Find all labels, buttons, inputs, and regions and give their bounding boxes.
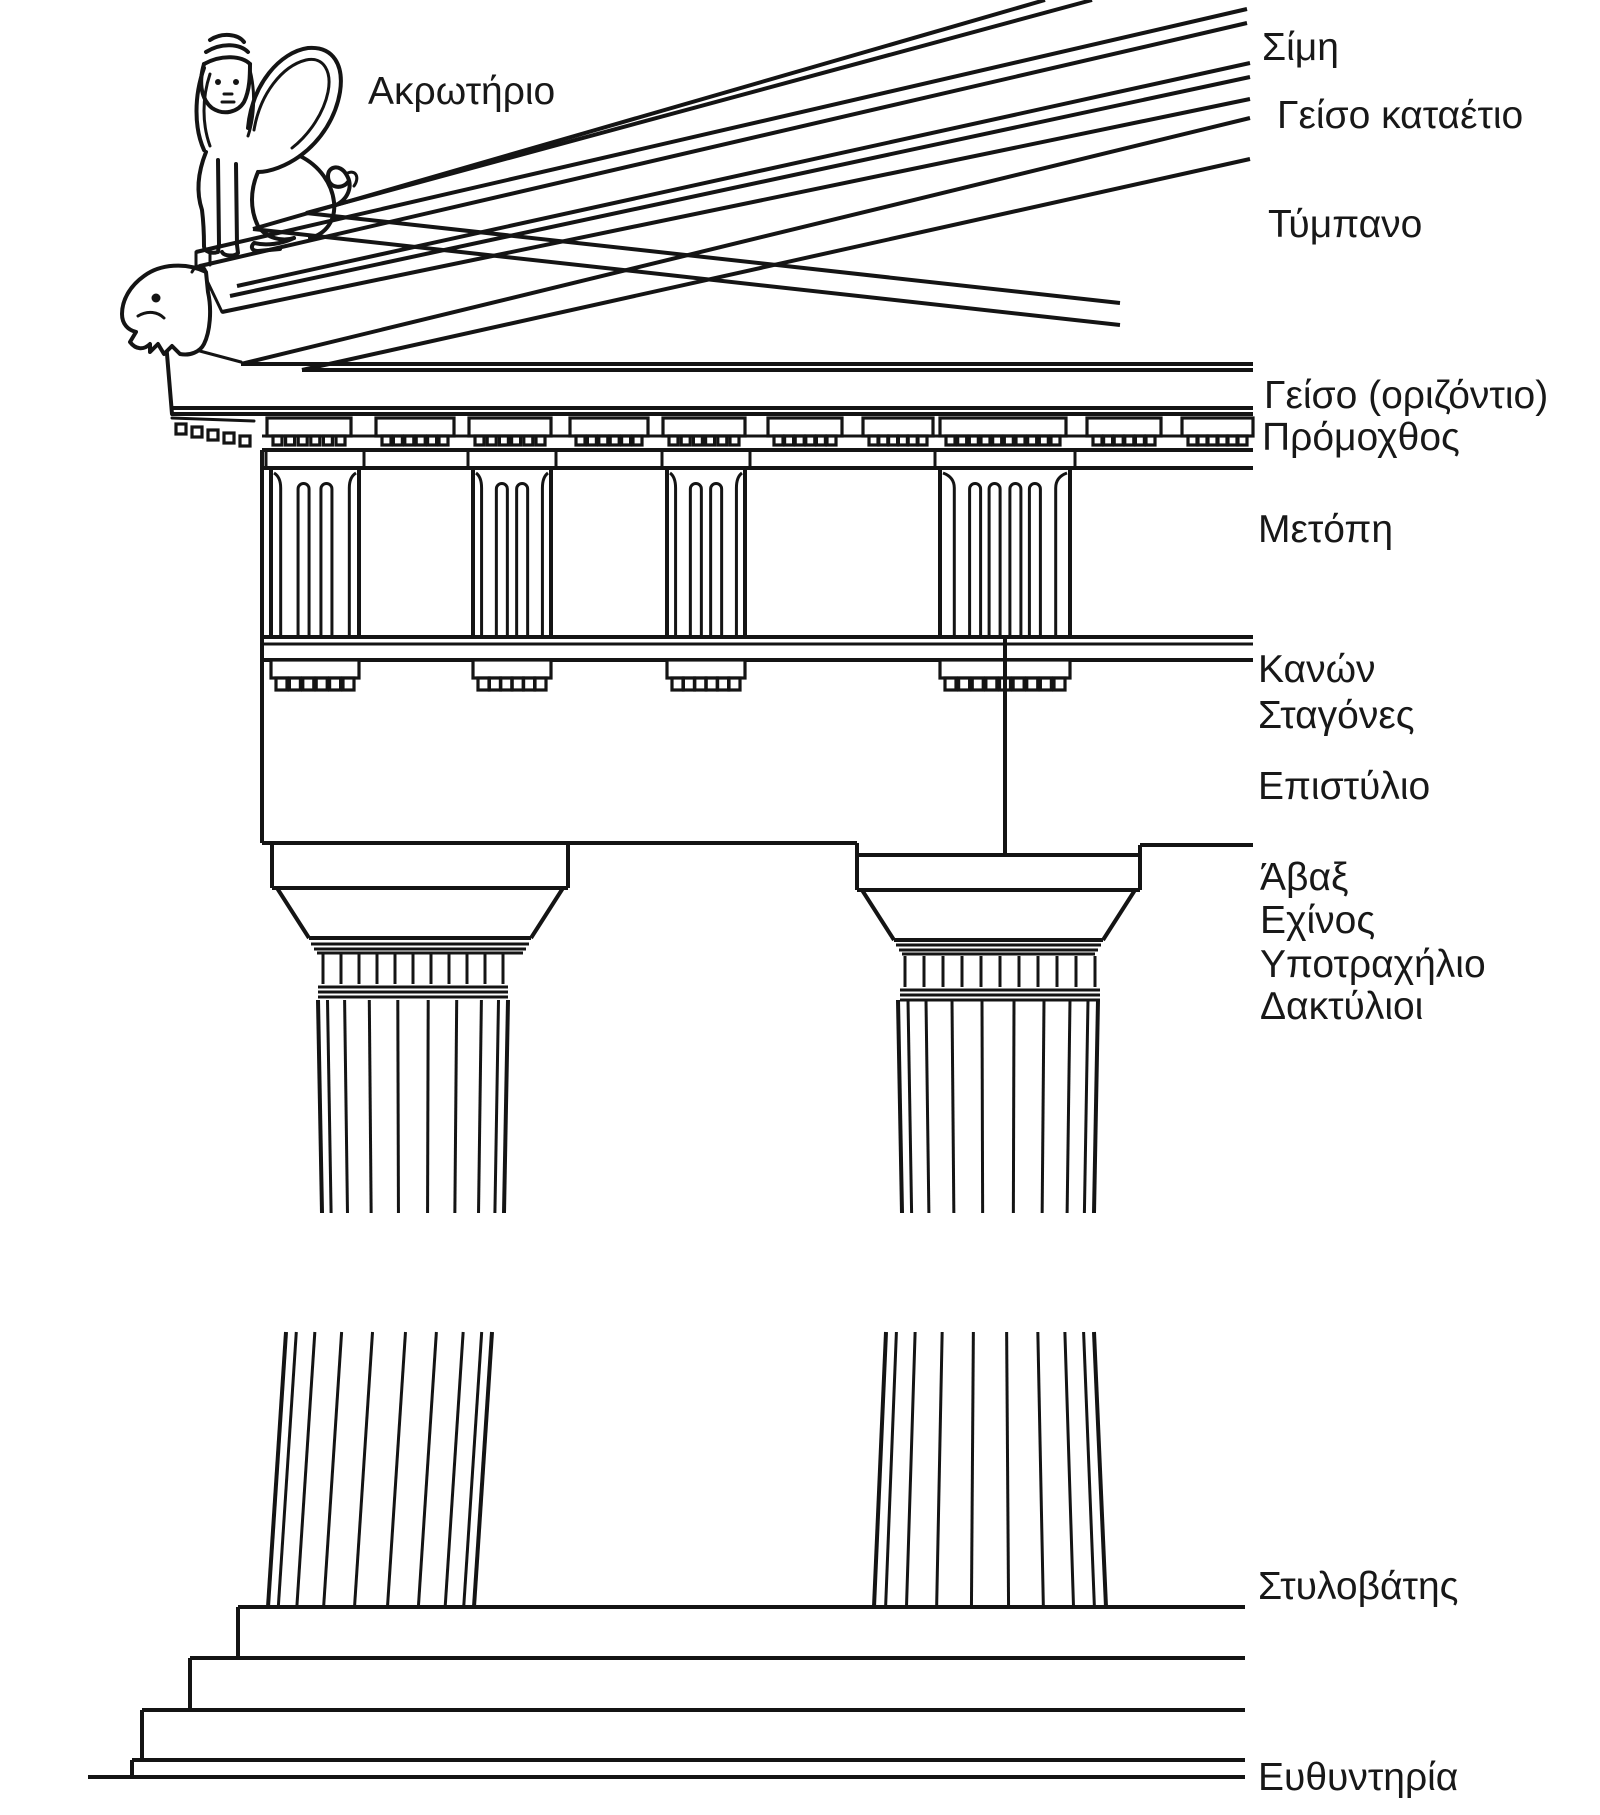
sphinx-face <box>201 64 250 112</box>
shaft-flute <box>906 1332 915 1607</box>
triglyph-channel <box>321 484 332 637</box>
triglyph-channel <box>517 484 528 637</box>
gutta <box>785 436 794 445</box>
label-ypotrachilio: Υποτραχήλιο <box>1260 943 1486 986</box>
gutta <box>693 436 702 445</box>
triglyph-edge <box>940 468 1070 637</box>
shaft-flute <box>908 1000 912 1213</box>
mutule-plate <box>863 418 933 436</box>
gutta <box>706 678 717 690</box>
triglyph-cap-edge <box>266 450 364 468</box>
gutta <box>806 436 815 445</box>
triglyph-half-channel <box>736 473 742 637</box>
lion-head-spout-figure <box>122 266 210 355</box>
triglyph-channel <box>989 484 1000 637</box>
mutule-plate <box>768 418 842 436</box>
sphinx-hair <box>204 74 210 146</box>
gutta <box>908 436 917 445</box>
gutta <box>489 678 500 690</box>
gutta <box>869 436 878 445</box>
gutta <box>276 678 287 690</box>
gutta <box>1039 436 1048 445</box>
gutta <box>336 436 345 445</box>
geison-flank-return <box>172 418 254 421</box>
triglyph-half-channel <box>476 473 482 637</box>
triglyph-channel <box>1010 484 1021 637</box>
triglyph-metope-frieze <box>262 450 1253 637</box>
gutta <box>969 436 978 445</box>
doric-capitals <box>272 843 1140 1000</box>
gutta <box>1146 436 1155 445</box>
shaft-flute <box>982 1000 983 1213</box>
gutta <box>959 678 970 690</box>
shaft-flute <box>1042 1000 1044 1213</box>
gutta <box>499 436 508 445</box>
mutule-plate <box>267 418 351 436</box>
gutta <box>316 678 327 690</box>
gutta <box>986 678 997 690</box>
gutta <box>286 436 295 445</box>
shaft-flute <box>1007 1332 1009 1607</box>
gutta <box>303 678 314 690</box>
shaft-flute <box>1038 1332 1044 1607</box>
shaft-flute <box>418 1332 436 1607</box>
gutta <box>298 436 307 445</box>
mutule-plate <box>570 418 648 436</box>
shaft-flute <box>328 1000 332 1213</box>
lion-eye <box>152 294 161 303</box>
triglyph-channel <box>298 484 309 637</box>
gutta <box>706 436 715 445</box>
gutta <box>1093 436 1102 445</box>
shaft-flute <box>278 1332 296 1607</box>
gutta <box>343 678 354 690</box>
gutta <box>683 678 694 690</box>
shaft-flute <box>952 1000 954 1213</box>
triglyph-half-channel <box>349 473 356 637</box>
gutta <box>945 678 956 690</box>
gutta <box>672 678 683 690</box>
shaft-flute <box>898 1000 902 1213</box>
shaft-flute <box>1094 1332 1106 1607</box>
gutta <box>1238 436 1247 445</box>
shaft-flute <box>455 1000 457 1213</box>
echinus <box>862 890 1135 940</box>
triglyph-half-channel <box>1056 473 1067 637</box>
shaft-flute <box>1084 1000 1088 1213</box>
gutta <box>681 436 690 445</box>
shaft-flute <box>1084 1332 1095 1607</box>
triglyph-edge <box>271 468 359 637</box>
shaft-flute <box>345 1000 348 1213</box>
label-promochthos: Πρόμοχθος <box>1262 416 1460 459</box>
gutta <box>535 678 546 690</box>
label-stylovatis: Στυλοβάτης <box>1258 1565 1459 1608</box>
mutules-and-guttae-band <box>262 418 1253 445</box>
triglyph-channel <box>1029 484 1040 637</box>
gutta <box>729 678 740 690</box>
triglyph-channel <box>970 484 981 637</box>
echinus <box>277 888 563 938</box>
mutule-plate <box>1182 418 1253 436</box>
flank-dentil <box>240 436 250 446</box>
gutta <box>1028 436 1037 445</box>
shaft-flute <box>1094 1000 1098 1213</box>
gutta <box>918 436 927 445</box>
shaft-flute <box>886 1332 897 1607</box>
column-shafts <box>268 953 1106 1607</box>
mutule-plate <box>376 418 454 436</box>
gutta <box>879 436 888 445</box>
triglyph-cap-edge <box>468 450 556 468</box>
gutta <box>1188 436 1197 445</box>
pediment-raking-cornice <box>166 0 1253 414</box>
triglyph-channel <box>496 484 507 637</box>
label-avax: Άβαξ <box>1260 856 1349 899</box>
shaft-flute <box>874 1332 886 1607</box>
gutta <box>524 678 535 690</box>
gutta <box>1040 678 1051 690</box>
shaft-flute <box>1013 1000 1014 1213</box>
triglyph-cap-edge <box>662 450 750 468</box>
label-stagones: Σταγόνες <box>1258 694 1415 737</box>
mutule-plate <box>469 418 551 436</box>
gutta <box>972 678 983 690</box>
gutta <box>382 436 391 445</box>
gutta <box>633 436 642 445</box>
raking-geison-line <box>222 99 1250 312</box>
shaft-flute <box>464 1332 482 1607</box>
gutta <box>610 436 619 445</box>
sphinx-wing <box>248 48 341 172</box>
gutta <box>827 436 836 445</box>
sphinx-eye <box>215 79 221 85</box>
triglyph-edge <box>473 468 551 637</box>
mutule-plate <box>1087 418 1161 436</box>
sphinx-crown <box>210 35 244 42</box>
label-metope: Μετόπη <box>1258 508 1394 551</box>
sphinx-crown <box>206 45 248 52</box>
gutta <box>1198 436 1207 445</box>
flank-dentil <box>192 427 202 437</box>
flank-dentil <box>224 433 234 443</box>
tympanum-edge-line <box>241 118 1250 364</box>
gutta <box>816 436 825 445</box>
gutta <box>981 436 990 445</box>
shaft-flute <box>479 1000 482 1213</box>
sphinx-chest <box>199 152 206 246</box>
triglyph-half-channel <box>670 473 676 637</box>
shaft-flute <box>268 1332 286 1607</box>
gutta <box>774 436 783 445</box>
gutta <box>889 436 898 445</box>
gutta <box>1016 436 1025 445</box>
label-akroterio: Ακρωτήριο <box>368 70 556 113</box>
gutta <box>416 436 425 445</box>
shaft-flute <box>324 1332 342 1607</box>
gutta <box>576 436 585 445</box>
shaft-flute <box>937 1332 943 1607</box>
gutta <box>1054 678 1065 690</box>
label-epistylio: Επιστύλιο <box>1258 765 1431 808</box>
gutta <box>1027 678 1038 690</box>
regula <box>667 660 745 678</box>
gutta <box>536 436 545 445</box>
shaft-flute <box>428 1000 429 1213</box>
gutta <box>599 436 608 445</box>
gutta <box>587 436 596 445</box>
gutta <box>524 436 533 445</box>
sphinx-crown <box>204 57 250 64</box>
gutta <box>1218 436 1227 445</box>
sphinx-foreleg <box>204 160 219 253</box>
shaft-flute <box>1067 1000 1070 1213</box>
triglyph-half-channel <box>542 473 548 637</box>
taenia-regulae-guttae <box>262 637 1253 855</box>
flank-dentil <box>208 430 218 440</box>
gutta <box>273 436 282 445</box>
gutta <box>330 678 341 690</box>
triglyph-channel <box>690 484 701 637</box>
shaft-flute <box>971 1332 973 1607</box>
gutta <box>718 678 729 690</box>
gutta <box>1208 436 1217 445</box>
triglyph-cap-edge <box>935 450 1075 468</box>
neck-rings <box>318 987 508 997</box>
triglyph-channel <box>711 484 722 637</box>
sphinx-mouth <box>222 94 234 102</box>
regula <box>271 660 359 678</box>
sima-line <box>200 23 1247 266</box>
gutta <box>289 678 300 690</box>
triglyph-half-channel <box>943 473 954 637</box>
shaft-flute <box>297 1332 315 1607</box>
label-echinos: Εχίνος <box>1260 899 1376 942</box>
gutta <box>393 436 402 445</box>
sphinx-wing-inner <box>254 59 329 148</box>
label-sima: Σίμη <box>1262 26 1339 69</box>
shaft-flute <box>355 1332 373 1607</box>
gutta <box>1104 436 1113 445</box>
mutule-plate <box>663 418 745 436</box>
regula <box>473 660 551 678</box>
annulets <box>311 944 529 953</box>
gutta <box>795 436 804 445</box>
triglyph-half-channel <box>274 473 281 637</box>
gutta <box>478 678 489 690</box>
gutta <box>439 436 448 445</box>
neck-rings <box>900 990 1100 1000</box>
shaft-flute <box>504 1000 508 1213</box>
gutta <box>898 436 907 445</box>
sphinx-foreleg <box>222 164 238 256</box>
architrave-epistyle <box>262 450 1253 855</box>
gutta <box>622 436 631 445</box>
gutta <box>311 436 320 445</box>
gutta <box>958 436 967 445</box>
triglyph-edge <box>667 468 745 637</box>
label-euthynteria: Ευθυντηρία <box>1258 1756 1459 1799</box>
annulets <box>896 945 1101 954</box>
abacus <box>857 843 1140 890</box>
gutta <box>323 436 332 445</box>
gutta <box>1114 436 1123 445</box>
gutta <box>1135 436 1144 445</box>
shaft-flute <box>474 1332 492 1607</box>
gutta <box>512 436 521 445</box>
label-tympano: Τύμπανο <box>1268 203 1423 246</box>
gutta <box>1125 436 1134 445</box>
label-geiso-orizontio: Γείσο (οριζόντιο) <box>1264 374 1549 417</box>
gutta <box>993 436 1002 445</box>
label-geiso-kataetio: Γείσο καταέτιο <box>1277 94 1524 137</box>
gutta <box>730 436 739 445</box>
label-daktylioi: Δακτύλιοι <box>1260 985 1424 1028</box>
cornice-return-line <box>306 213 1120 303</box>
shaft-flute <box>398 1000 399 1213</box>
gutta <box>669 436 678 445</box>
shaft-flute <box>445 1332 463 1607</box>
abacus <box>272 843 568 888</box>
label-kanon: Κανών <box>1258 648 1376 691</box>
shaft-flute <box>1065 1332 1074 1607</box>
gutta <box>718 436 727 445</box>
shaft-flute <box>926 1000 929 1213</box>
gutta <box>1013 678 1024 690</box>
gutta <box>487 436 496 445</box>
shaft-flute <box>318 1000 322 1213</box>
sphinx-eye <box>233 79 239 85</box>
gutta <box>475 436 484 445</box>
gutta <box>501 678 512 690</box>
shaft-flute <box>369 1000 371 1213</box>
gutta <box>1004 436 1013 445</box>
gutta <box>428 436 437 445</box>
gutta <box>512 678 523 690</box>
mutule-plate <box>940 418 1066 436</box>
crepidoma-steps <box>88 1607 1245 1777</box>
lion-head-outline <box>122 266 210 355</box>
gutta <box>405 436 414 445</box>
shaft-flute <box>495 1000 499 1213</box>
gutta <box>695 678 706 690</box>
gutta <box>1228 436 1237 445</box>
flank-dentil <box>176 424 186 434</box>
gutta <box>1051 436 1060 445</box>
gutta <box>946 436 955 445</box>
shaft-flute <box>387 1332 405 1607</box>
